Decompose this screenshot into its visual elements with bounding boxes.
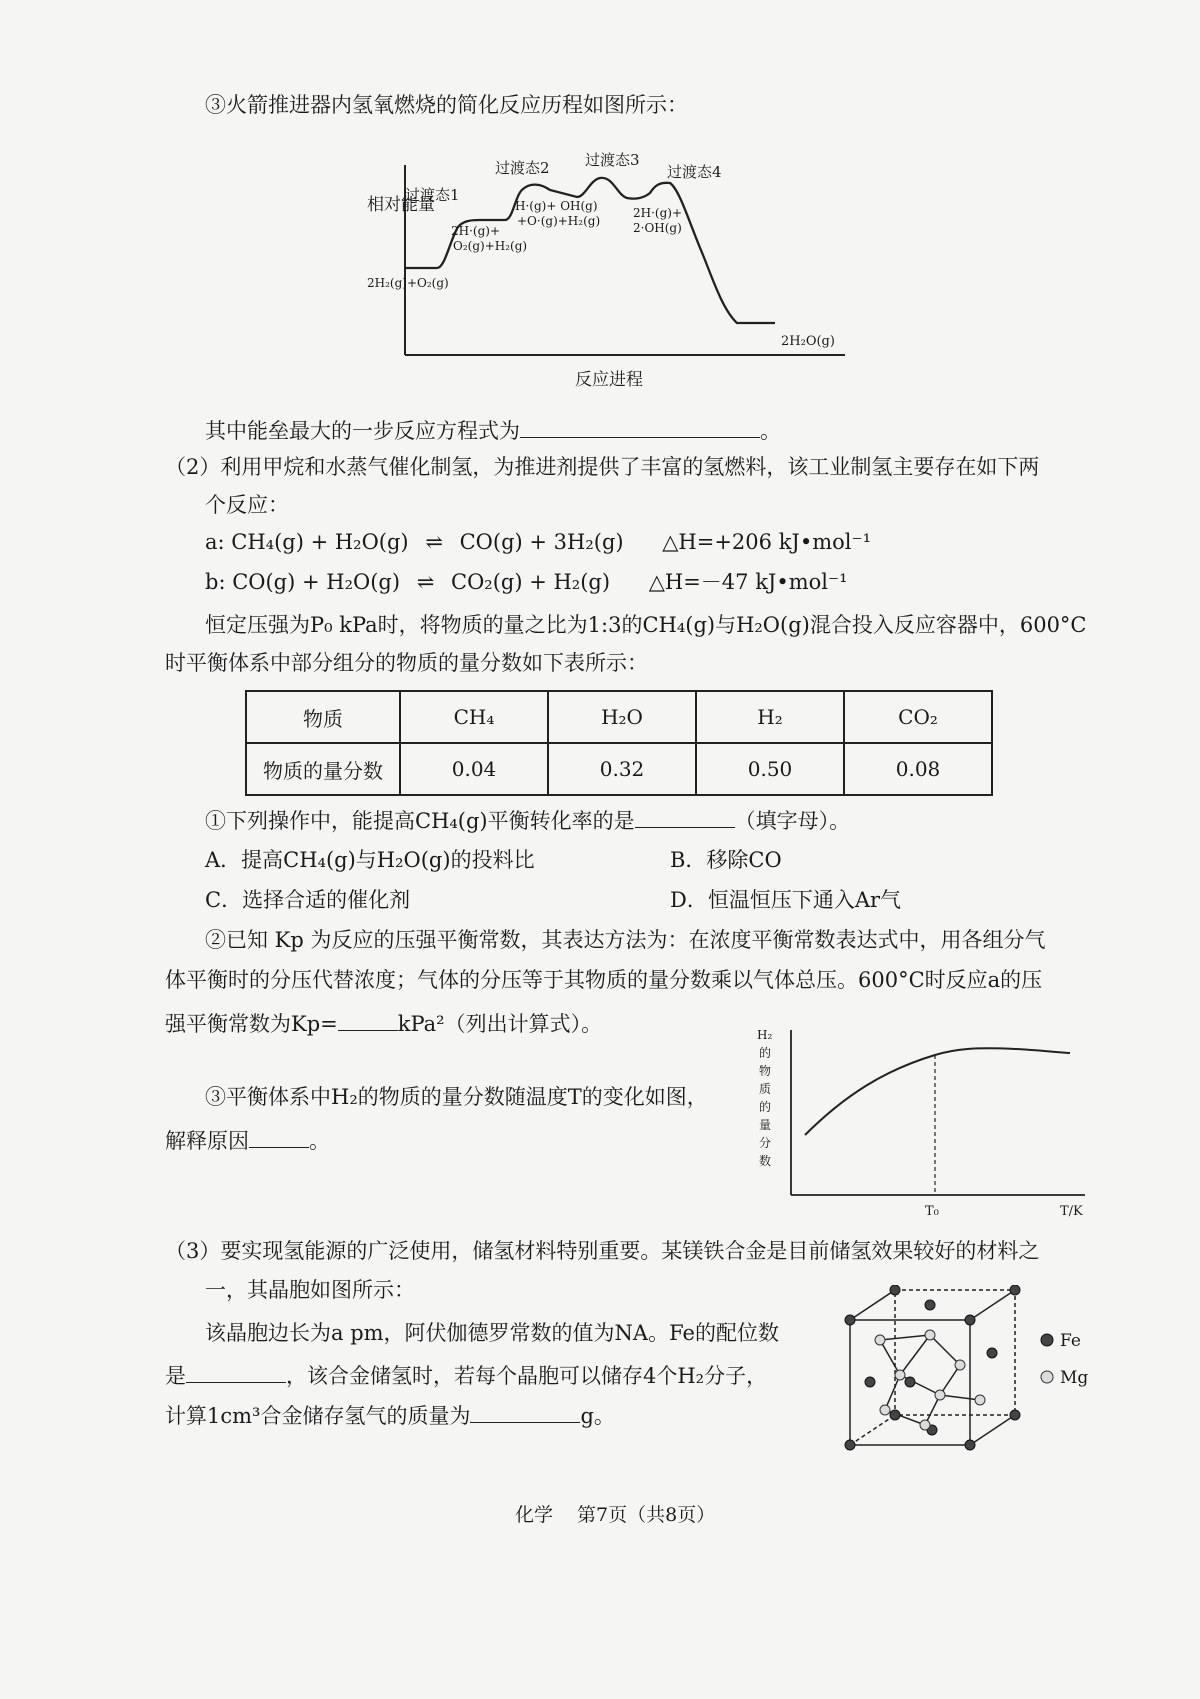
part2-intro-line1: （2）利用甲烷和水蒸气催化制氢，为推进剂提供了丰富的氢燃料，该工业制氢主要存在如下两 <box>165 455 1040 479</box>
conditions-line1: 恒定压强为P₀ kPa时，将物质的量之比为1:3的CH₄(g)与H₂O(g)混合投入反应容器中，600°C <box>205 613 1087 637</box>
x-axis-label: T/K <box>1060 1204 1083 1219</box>
reaction-b: b: CO(g) + H₂O(g) ⇌ CO₂(g) + H₂(g) △H=－47 kJ•mol⁻¹ <box>205 570 848 594</box>
table-cell: CO₂ <box>844 691 992 743</box>
q3-line2: 解释原因 。 <box>165 1125 330 1156</box>
q2-line3: 强平衡常数为Kp= kPa²（列出计算式）。 <box>165 1008 602 1039</box>
ts1-label: 过渡态1 <box>405 186 460 204</box>
fe-atoms <box>845 1285 1020 1450</box>
table-cell: 0.32 <box>548 743 696 795</box>
table-cell: 0.50 <box>696 743 844 795</box>
answer-blank[interactable] <box>635 805 735 828</box>
svg-text:物: 物 <box>759 1064 772 1078</box>
svg-text:质: 质 <box>759 1082 772 1096</box>
reaction-a: a: CH₄(g) + H₂O(g) ⇌ CO(g) + 3H₂(g) △H=+206 kJ•mol⁻¹ <box>205 530 871 554</box>
conditions-line2: 时平衡体系中部分组分的物质的量分数如下表所示： <box>165 651 648 675</box>
state3-line2: 2·OH(g) <box>633 221 682 235</box>
table-cell: CH₄ <box>400 691 548 743</box>
h2-fraction-temperature-graph <box>755 1025 1095 1225</box>
ts3-label: 过渡态3 <box>585 151 640 169</box>
table-cell: 0.04 <box>400 743 548 795</box>
mg-legend-marker <box>1041 1371 1053 1383</box>
part2-intro-line2: 个反应： <box>205 493 289 517</box>
item3-intro: ③火箭推进器内氢氧燃烧的简化反应历程如图所示： <box>205 93 688 117</box>
x-axis-label: 反应进程 <box>575 370 643 390</box>
state0-label: 2H₂(g)+O₂(g) <box>367 276 449 290</box>
table-row <box>246 691 992 743</box>
ts4-label: 过渡态4 <box>667 163 722 181</box>
table-cell: H₂ <box>696 691 844 743</box>
mole-fraction-table <box>245 690 993 796</box>
ts2-label: 过渡态2 <box>495 159 550 177</box>
state2-line2: +O·(g)+H₂(g) <box>517 214 601 228</box>
option-b: B．移除CO <box>670 848 782 872</box>
answer-blank[interactable] <box>470 1400 580 1423</box>
svg-text:量: 量 <box>759 1118 772 1132</box>
mg-legend-label: Mg <box>1060 1368 1089 1388</box>
energy-profile-diagram <box>345 135 855 400</box>
item3-question: 其中能垒最大的一步反应方程式为 。 <box>205 415 781 446</box>
state2-line1: H·(g)+ OH(g) <box>515 199 598 213</box>
table-cell: H₂O <box>548 691 696 743</box>
cell-edges <box>850 1290 1015 1445</box>
crystal-cell-diagram <box>840 1285 1100 1460</box>
option-c: C．选择合适的催化剂 <box>205 888 411 912</box>
q3-line1: ③平衡体系中H₂的物质的量分数随温度T的变化如图， <box>205 1085 708 1109</box>
state1-line1: 2H·(g)+ <box>451 224 501 238</box>
part3-text-line3: 计算1cm³合金储存氢气的质量为 g。 <box>165 1400 615 1431</box>
answer-blank[interactable] <box>338 1008 398 1031</box>
answer-blank[interactable] <box>186 1360 286 1383</box>
table-cell: 物质 <box>246 691 400 743</box>
y-label-vertical <box>757 1028 772 1168</box>
h2-curve <box>805 1048 1070 1135</box>
part3-intro-line1: （3）要实现氢能源的广泛使用，储氢材料特别重要。某镁铁合金是目前储氢效果较好的材料之 <box>165 1239 1040 1263</box>
fe-legend-label: Fe <box>1060 1331 1081 1351</box>
y-axis-label: 相对能量 <box>367 195 435 215</box>
state3-line1: 2H·(g)+ <box>633 206 683 220</box>
state1-line2: O₂(g)+H₂(g) <box>453 239 528 253</box>
q2-line2: 体平衡时的分压代替浓度；气体的分压等于其物质的量分数乘以气体总压。600°C时反应a的压 <box>165 968 1043 992</box>
table-row <box>246 743 992 795</box>
svg-text:的: 的 <box>759 1100 772 1114</box>
table-cell: 0.08 <box>844 743 992 795</box>
q2-line1: ②已知 Kp 为反应的压强平衡常数，其表达方法为：在浓度平衡常数表达式中，用各组分气 <box>205 928 1046 952</box>
fe-legend-marker <box>1041 1334 1053 1346</box>
option-a: A．提高CH₄(g)与H₂O(g)的投料比 <box>205 848 535 872</box>
answer-blank[interactable] <box>249 1125 309 1148</box>
q1-stem: ①下列操作中，能提高CH₄(g)平衡转化率的是 （填字母）。 <box>205 805 850 836</box>
state-final-label: 2H₂O(g) <box>781 334 835 349</box>
page-footer: 化学 第7页（共8页） <box>515 1504 716 1526</box>
part3-text-line2: 是 ，该合金储氢时，若每个晶胞可以储存4个H₂分子， <box>165 1360 767 1391</box>
answer-blank[interactable] <box>520 415 760 438</box>
part3-intro-line2: 一，其晶胞如图所示： <box>205 1278 415 1302</box>
legend <box>1041 1331 1088 1388</box>
svg-text:的: 的 <box>759 1046 772 1060</box>
part3-text-line1: 该晶胞边长为a pm，阿伏伽德罗常数的值为NA。Fe的配位数 <box>205 1321 779 1345</box>
svg-text:数: 数 <box>759 1154 772 1168</box>
t0-label: T₀ <box>925 1204 939 1219</box>
svg-text:分: 分 <box>759 1136 772 1150</box>
option-d: D．恒温恒压下通入Ar气 <box>670 888 902 912</box>
table-cell: 物质的量分数 <box>246 743 400 795</box>
svg-text:H₂: H₂ <box>757 1028 773 1042</box>
